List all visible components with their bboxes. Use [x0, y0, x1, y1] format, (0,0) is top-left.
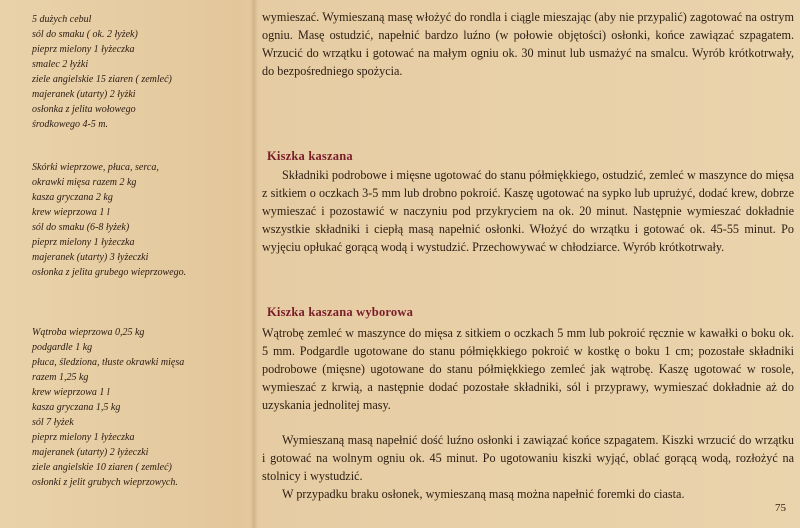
ingredient-item: podgardle 1 kg — [32, 342, 93, 353]
ingredient-item: krew wieprzowa 1 l — [32, 387, 110, 398]
ingredient-item: smalec 2 łyżki — [32, 59, 89, 70]
instructions-column — [262, 0, 794, 528]
ingredient-item: Wątroba wieprzowa 0,25 kg — [32, 327, 145, 338]
ingredient-list-kiszka-kaszana — [32, 160, 186, 280]
ingredient-item: pieprz mielony 1 łyżeczka — [32, 237, 135, 248]
ingredients-column — [10, 0, 250, 528]
ingredient-list-kiszka-wyborowa — [32, 325, 184, 490]
ingredient-item: osłonka z jelita grubego wieprzowego. — [32, 267, 187, 278]
ingredient-item: razem 1,25 kg — [32, 372, 89, 383]
ingredient-item: osłonka z jelita wołowego — [32, 104, 136, 115]
ingredient-item: Skórki wieprzowe, płuca, serca, — [32, 162, 159, 173]
page-fold-shadow — [250, 0, 258, 528]
recipe-heading-kiszka-kaszana: Kiszka kaszana — [267, 149, 353, 163]
ingredient-item: majeranek (utarty) 2 łyżeczki — [32, 447, 149, 458]
ingredient-item: ziele angielskie 15 ziaren ( zemleć) — [32, 74, 172, 85]
ingredient-item: osłonki z jelit grubych wieprzowych. — [32, 477, 178, 488]
ingredient-item: ziele angielskie 10 ziaren ( zemleć) — [32, 462, 172, 473]
instruction-paragraph-wyborowa-1: Wątrobę zemleć w maszynce do mięsa z sitkiem o oczkach 5 mm lub pokroić ręcznie w kawałki o boku ok. 5 mm. Podgardle ugotowane do stanu półmiękkiego pokroić w kostkę o boku 1 cm; pozostałe składniki podrobowe (mięsne) ugotowane do stanu półmiękkiego zemleć jak wątrobę. Kaszę ugotować w rosole, wymieszać z krwią, a następnie dodać pozostałe składniki, sól i przyprawy, wymieszać dokładnie aż do uzyskania jednolitej masy. — [262, 326, 794, 412]
ingredient-item: krew wieprzowa 1 l — [32, 207, 110, 218]
ingredient-item: kasza gryczana 2 kg — [32, 192, 113, 203]
ingredient-item: środkowego 4-5 m. — [32, 119, 109, 130]
page-number: 75 — [775, 502, 786, 514]
ingredient-item: pieprz mielony 1 łyżeczka — [32, 432, 135, 443]
ingredient-item: płuca, śledziona, tłuste okrawki mięsa — [32, 357, 185, 368]
ingredient-item: 5 dużych cebul — [32, 14, 92, 25]
instruction-paragraph-continued: wymieszać. Wymieszaną masę włożyć do rondla i ciągle mieszając (aby nie przypalić) zagotować na ostrym ogniu. Masę ostudzić, napełnić bardzo luźno (w połowie objętości) osłonki, końce zawiązać szpagatem. Wrzucić do wrzątku i gotować na małym ogniu ok. 30 minut lub usmażyć na smalcu. Wyrób krótkotrwały, do bezpośredniego spożycia. — [262, 10, 794, 78]
ingredient-list-onion-sausage — [32, 12, 172, 132]
recipe-heading-kiszka-wyborowa: Kiszka kaszana wyborowa — [267, 305, 414, 319]
instruction-paragraph-wyborowa-3: W przypadku braku osłonek, wymieszaną masą można napełnić foremki do ciasta. — [282, 487, 685, 501]
ingredient-item: okrawki mięsa razem 2 kg — [32, 177, 137, 188]
ingredient-item: pieprz mielony 1 łyżeczka — [32, 44, 135, 55]
ingredient-item: kasza gryczana 1,5 kg — [32, 402, 121, 413]
instruction-paragraph-kaszana: Składniki podrobowe i mięsne ugotować do stanu półmiękkiego, ostudzić, zemleć w maszynce do mięsa z sitkiem o oczkach 3-5 mm lub drobno pokroić. Kaszę ugotować na sypko lub uprużyć, dodać krew, dobrze wymieszać i pozostawić w naczyniu pod przykryciem na ok. 20 minut. Następnie wymieszać dokładnie wszystkie składniki i ciepłą masą napełnić osłonki. Włożyć do wrzątku i gotować ok. 45-55 minut. Po wyjęciu opłukać gorącą wodą i wystudzić. Przechowywać w chłodziarce. Wyrób krótkotrwały. — [262, 168, 794, 254]
ingredient-item: sól 7 łyżek — [32, 417, 74, 428]
ingredient-item: majeranek (utarty) 2 łyżki — [32, 89, 136, 100]
ingredient-item: majeranek (utarty) 3 łyżeczki — [32, 252, 149, 263]
ingredient-item: sól do smaku ( ok. 2 łyżek) — [32, 29, 138, 40]
ingredient-item: sól do smaku (6-8 łyżek) — [32, 222, 130, 233]
instruction-paragraph-wyborowa-2: Wymieszaną masą napełnić dość luźno osłonki i zawiązać końce szpagatem. Kiszki wrzucić do wrzątku i gotować na wolnym ogniu ok. 45 minut. Po ugotowaniu kiszki wyjąć, oblać gorącą wodą, rozłożyć na stolnicy i wystudzić. — [262, 433, 794, 483]
